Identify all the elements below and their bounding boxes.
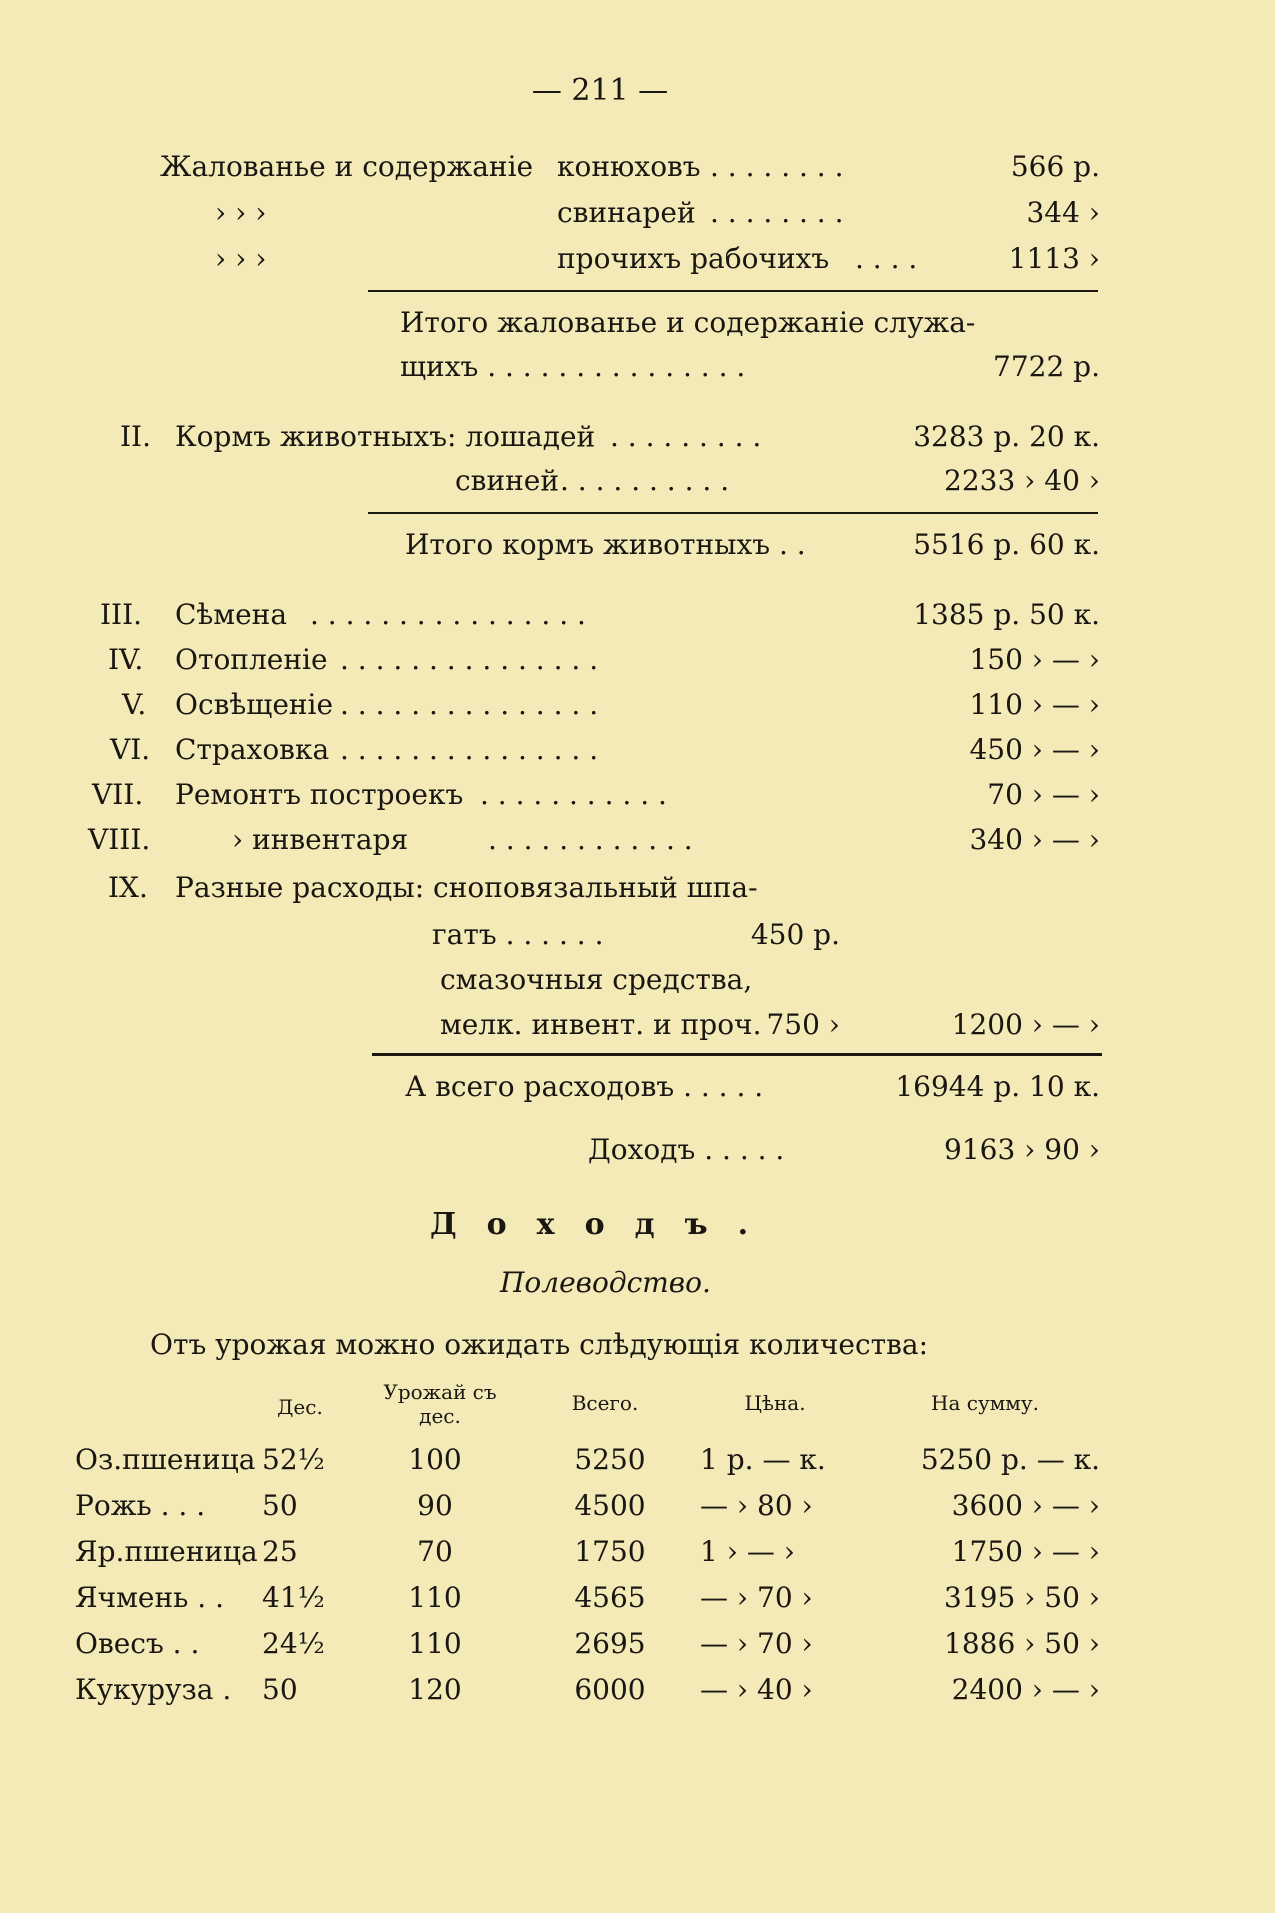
item-dots: . . . . . . . . . . . . . . . <box>340 688 599 721</box>
staff-row-3-label: › › › <box>215 242 267 275</box>
crop-price: 1 р. — к. <box>700 1443 826 1476</box>
divider <box>372 1053 1102 1056</box>
misc-line-2: гатъ . . . . . . <box>432 918 604 951</box>
item-dots: . . . . . . . . . . . . . . . . <box>310 598 586 631</box>
crop-des: 24½ <box>262 1627 325 1660</box>
item-label: › инвентаря <box>232 823 409 856</box>
intro-text: Отъ урожая можно ожидать слѣдующія количества: <box>150 1328 929 1361</box>
crop-yield: 100 <box>408 1443 462 1476</box>
crop-price: — › 70 › <box>700 1627 813 1660</box>
header-sum: На сумму. <box>931 1391 1039 1415</box>
misc-amount: 1200 › — › <box>951 1008 1100 1041</box>
misc-line-1: Разные расходы: сноповязальный шпа- <box>175 871 758 904</box>
staff-row-2-dots: . . . . . . . . <box>710 196 844 229</box>
crop-des: 50 <box>262 1673 298 1706</box>
crop-total: 4565 <box>574 1581 646 1614</box>
crop-yield: 90 <box>417 1489 453 1522</box>
item-label: Сѣмена <box>175 598 288 631</box>
item-num: V. <box>122 688 147 721</box>
crop-name: Ячмень . . <box>75 1581 224 1614</box>
feed-dots-2: . . . . . . . . . . <box>560 464 730 497</box>
misc-line-4: мелк. инвент. и проч. <box>440 1008 762 1041</box>
divider <box>368 512 1098 514</box>
income-line-amount: 9163 › 90 › <box>944 1133 1100 1166</box>
item-label: Ремонтъ построекъ <box>175 778 464 811</box>
feed-amount-2: 2233 › 40 › <box>944 464 1100 497</box>
crop-yield: 120 <box>408 1673 462 1706</box>
staff-row-3-amount: 1113 › <box>1008 242 1100 275</box>
item-label: Отопленіе <box>175 643 328 676</box>
feed-label: Кормъ животныхъ: лошадей <box>175 420 596 453</box>
item-amount: 1385 р. 50 к. <box>913 598 1100 631</box>
crop-des: 41½ <box>262 1581 325 1614</box>
feed-amount-1: 3283 р. 20 к. <box>913 420 1100 453</box>
item-amount: 450 › — › <box>969 733 1100 766</box>
crop-total: 4500 <box>574 1489 646 1522</box>
crop-sum: 5250 р. — к. <box>920 1443 1100 1476</box>
staff-total-line-2: щихъ . . . . . . . . . . . . . . . <box>400 350 746 383</box>
item-dots: . . . . . . . . . . . . . . . <box>340 733 599 766</box>
staff-row-2-name: свинарей <box>557 196 696 229</box>
staff-row-1-dots: . . . . . . . . <box>710 150 844 183</box>
divider <box>368 290 1098 292</box>
staff-row-2-amount: 344 › <box>1026 196 1100 229</box>
crop-sum: 3195 › 50 › <box>944 1581 1100 1614</box>
item-dots: . . . . . . . . . . . . . . . <box>340 643 599 676</box>
crop-price: 1 › — › <box>700 1535 795 1568</box>
feed-total-label: Итого кормъ животныхъ . . <box>405 528 806 561</box>
crop-total: 1750 <box>574 1535 646 1568</box>
crop-name: Кукуруза . <box>75 1673 232 1706</box>
misc-line-2-amount: 450 р. <box>750 918 840 951</box>
misc-num: IX. <box>108 871 148 904</box>
header-yield: Урожай съ дес. <box>383 1380 497 1428</box>
item-amount: 340 › — › <box>969 823 1100 856</box>
feed-dots-1: . . . . . . . . . <box>610 420 762 453</box>
crop-des: 52½ <box>262 1443 325 1476</box>
crop-total: 2695 <box>574 1627 646 1660</box>
crop-des: 50 <box>262 1489 298 1522</box>
header-des: Дес. <box>277 1395 323 1419</box>
subheading: Полеводство. <box>500 1266 711 1299</box>
feed-num: II. <box>120 420 152 453</box>
item-label: Освѣщеніе <box>175 688 334 721</box>
staff-total-amount: 7722 р. <box>993 350 1100 383</box>
item-num: VII. <box>92 778 144 811</box>
grand-total-label: А всего расходовъ . . . . . <box>405 1070 764 1103</box>
crop-des: 25 <box>262 1535 298 1568</box>
crop-sum: 1750 › — › <box>951 1535 1100 1568</box>
staff-row-1-amount: 566 р. <box>1010 150 1100 183</box>
item-dots: . . . . . . . . . . . . <box>488 823 693 856</box>
feed-total-amount: 5516 р. 60 к. <box>913 528 1100 561</box>
staff-row-3-name: прочихъ рабочихъ <box>557 242 830 275</box>
crop-sum: 2400 › — › <box>951 1673 1100 1706</box>
crop-price: — › 80 › <box>700 1489 813 1522</box>
crop-sum: 3600 › — › <box>951 1489 1100 1522</box>
staff-row-3-dots: . . . . <box>855 242 918 275</box>
crop-price: — › 40 › <box>700 1673 813 1706</box>
crop-price: — › 70 › <box>700 1581 813 1614</box>
crop-yield: 110 <box>408 1627 462 1660</box>
item-amount: 70 › — › <box>987 778 1100 811</box>
item-num: VI. <box>110 733 151 766</box>
income-line-label: Доходъ . . . . . <box>588 1133 785 1166</box>
page-number: — 211 — <box>531 73 669 108</box>
crop-yield: 70 <box>417 1535 453 1568</box>
crop-name: Рожь . . . <box>75 1489 206 1522</box>
item-label: Страховка <box>175 733 330 766</box>
crop-name: Оз.пшеница <box>75 1443 256 1476</box>
crop-name: Овесъ . . <box>75 1627 200 1660</box>
item-amount: 150 › — › <box>969 643 1100 676</box>
header-price: Цѣна. <box>744 1391 806 1415</box>
crop-total: 6000 <box>574 1673 646 1706</box>
header-total: Всего. <box>571 1391 639 1415</box>
grand-total-amount: 16944 р. 10 к. <box>895 1070 1100 1103</box>
feed-label-2: свиней <box>455 464 560 497</box>
crop-total: 5250 <box>574 1443 646 1476</box>
crop-name: Яр.пшеница <box>75 1535 258 1568</box>
staff-row-1-label: Жалованье и содержаніе <box>160 150 534 183</box>
item-dots: . . . . . . . . . . . <box>480 778 667 811</box>
item-amount: 110 › — › <box>969 688 1100 721</box>
item-num: IV. <box>108 643 144 676</box>
staff-row-1-name: конюховъ <box>557 150 701 183</box>
misc-line-4-amount: 750 › <box>766 1008 840 1041</box>
item-num: III. <box>100 598 143 631</box>
income-heading: Доходъ. <box>430 1207 779 1242</box>
misc-line-3: смазочныя средства, <box>440 963 753 996</box>
staff-row-2-label: › › › <box>215 196 267 229</box>
staff-total-line-1: Итого жалованье и содержаніе служа- <box>400 306 976 339</box>
crop-yield: 110 <box>408 1581 462 1614</box>
crop-sum: 1886 › 50 › <box>944 1627 1100 1660</box>
item-num: VIII. <box>88 823 151 856</box>
